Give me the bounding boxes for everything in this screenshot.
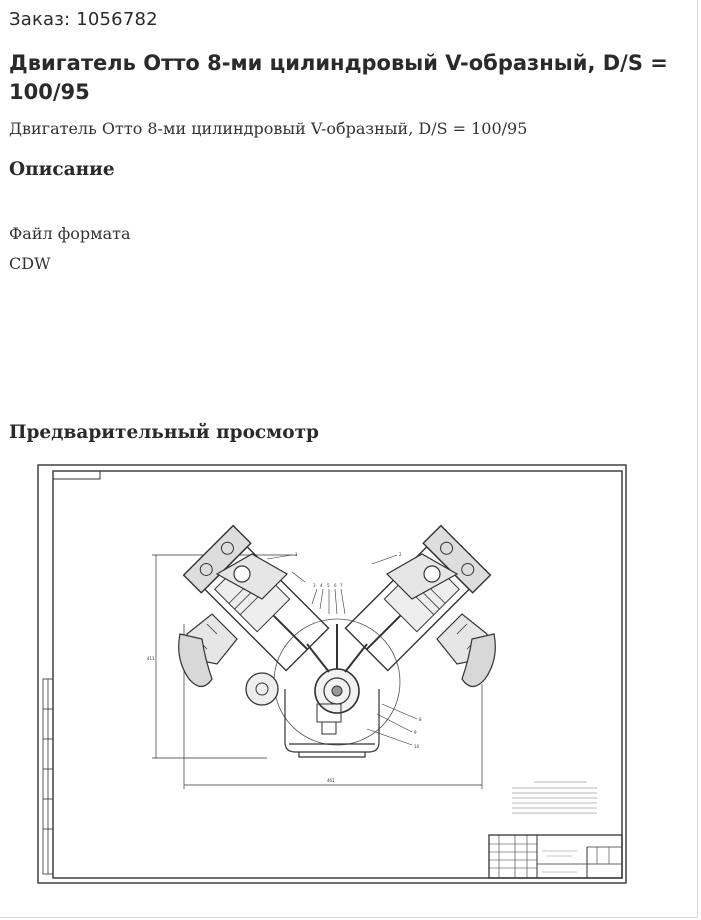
- file-format-value: CDW: [9, 254, 51, 273]
- technical-notes: [512, 782, 597, 813]
- svg-text:4: 4: [320, 583, 323, 588]
- crankshaft: [307, 624, 367, 713]
- svg-text:411: 411: [147, 656, 155, 661]
- svg-text:10: 10: [414, 744, 420, 749]
- title-block: [489, 835, 622, 878]
- svg-text:6: 6: [334, 583, 337, 588]
- preview-heading: Предварительный просмотр: [9, 422, 319, 443]
- svg-text:3: 3: [313, 583, 316, 588]
- alternator: [246, 673, 278, 705]
- top-left-stamp: [53, 471, 100, 479]
- file-format-label: Файл формата: [9, 224, 131, 243]
- preview-image: [37, 464, 627, 884]
- description-heading: Описание: [9, 159, 115, 180]
- svg-text:2: 2: [399, 552, 402, 557]
- engine-drawing-svg: [37, 464, 627, 884]
- svg-text:461: 461: [327, 778, 335, 783]
- product-subtitle: Двигатель Отто 8-ми цилиндровый V-образный, D/S = 100/95: [9, 119, 528, 138]
- svg-text:7: 7: [340, 583, 343, 588]
- left-binding-strip: [43, 679, 53, 874]
- svg-text:5: 5: [327, 583, 330, 588]
- svg-text:9: 9: [414, 730, 417, 735]
- svg-text:8: 8: [419, 717, 422, 722]
- svg-text:1: 1: [295, 552, 298, 557]
- order-number: Заказ: 1056782: [9, 9, 158, 30]
- product-title: Двигатель Отто 8-ми цилиндровый V-образный, D/S = 100/95: [9, 51, 668, 104]
